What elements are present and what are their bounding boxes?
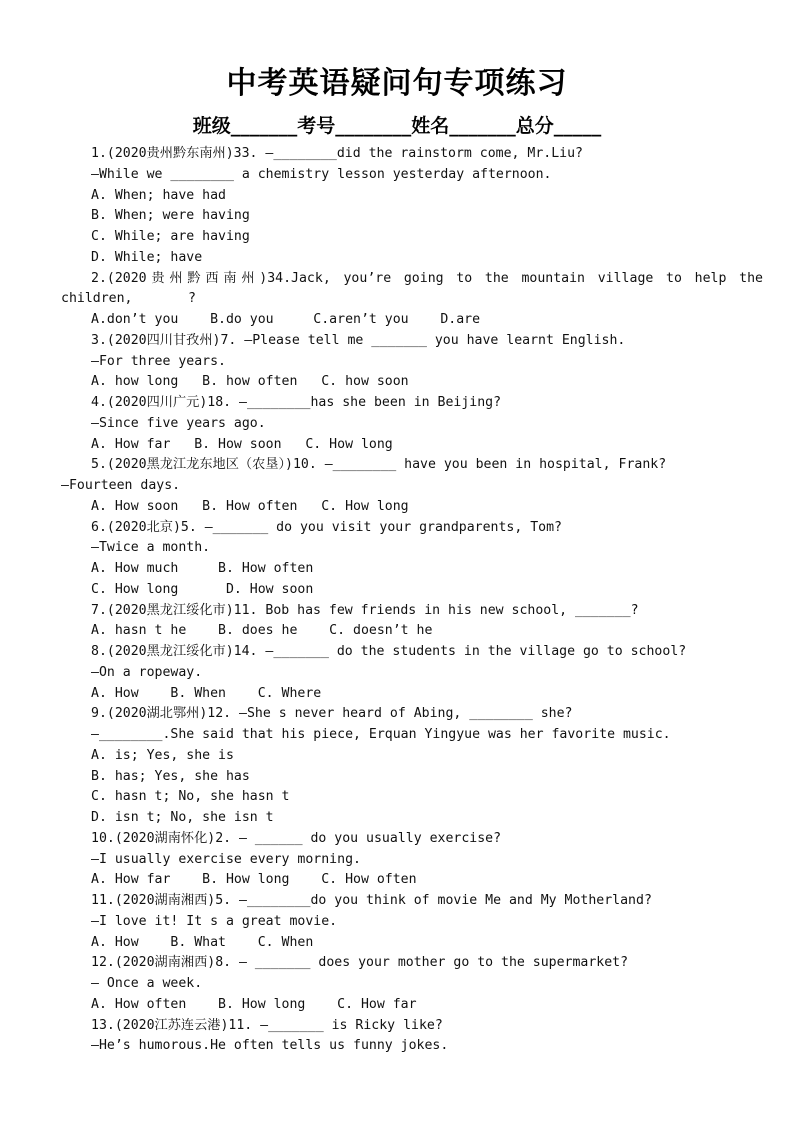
- q7-options: A. hasn t he B. does he C. doesn’t he: [91, 623, 433, 639]
- q5-answer-line: —Fourteen days.: [61, 478, 181, 493]
- q12-answer-line: — Once a week.: [91, 976, 203, 991]
- q9-answer-line: —________.She said that his piece, Erquan Yingyue was her favorite music.: [91, 727, 671, 742]
- student-info-line: 班级_______考号________姓名_______总分_____: [192, 115, 602, 137]
- q11-options: A. How B. What C. When: [91, 934, 314, 950]
- q3-answer-line: —For three years.: [91, 353, 226, 369]
- q9-option-d: D. isn t; No, she isn t: [91, 810, 274, 825]
- q7-stem: 7.(2020黑龙江绥化市)11. Bob has few friends in his new school, _______?: [91, 602, 639, 618]
- q5-options: A. How soon B. How often C. How long: [91, 498, 409, 514]
- q1-option-d: D. While; have: [91, 249, 203, 265]
- q10-stem: 10.(2020湖南怀化)2. — ______ do you usually exercise?: [91, 830, 502, 846]
- q6-stem: 6.(2020北京)5. —_______ do you visit your grandparents, Tom?: [91, 519, 562, 535]
- q1-option-c: C. While; are having: [91, 229, 250, 244]
- q8-answer-line: —On a ropeway.: [91, 664, 203, 680]
- q1-option-a: A. When; have had: [91, 187, 226, 203]
- question-list: [0, 144, 794, 1057]
- q13-stem: 13.(2020江苏连云港)11. —_______ is Ricky like?: [91, 1017, 443, 1033]
- q10-answer-line: —I usually exercise every morning.: [91, 851, 361, 867]
- page-title: 中考英语疑问句专项练习: [226, 66, 568, 101]
- q9-option-a: A. is; Yes, she is: [91, 747, 234, 763]
- q5-stem: 5.(2020黑龙江龙东地区（农垦）)10. —________ have you been in hospital, Frank?: [91, 457, 667, 473]
- q3-options: A. how long B. how often C. how soon: [91, 374, 409, 390]
- q8-stem: 8.(2020黑龙江绥化市)14. —_______ do the students in the village go to school?: [91, 644, 687, 659]
- q8-options: A. How B. When C. Where: [91, 685, 322, 701]
- q13-answer-line: —He’s humorous.He often tells us funny jokes.: [91, 1038, 449, 1054]
- q12-options: A. How often B. How long C. How far: [91, 996, 417, 1012]
- q1-answer-line: —While we ________ a chemistry lesson yesterday afternoon.: [91, 166, 552, 182]
- q6-answer-line: —Twice a month.: [91, 540, 211, 556]
- q1-option-b: B. When; were having: [91, 208, 250, 224]
- q10-options: A. How far B. How long C. How often: [91, 872, 417, 888]
- q9-stem: 9.(2020湖北鄂州)12. —She s never heard of Abing, ________ she?: [91, 706, 573, 722]
- q2-options: A.don’t you B.do you C.aren’t you D.are: [91, 312, 481, 327]
- q2-stem: 2.(2020贵州黔西南州)34.Jack, you’re going to the mountain village to help the: [91, 270, 763, 286]
- q9-option-c: C. hasn t; No, she hasn t: [91, 789, 290, 805]
- q3-stem: 3.(2020四川甘孜州)7. —Please tell me _______ you have learnt English.: [91, 332, 626, 348]
- q12-stem: 12.(2020湖南湘西)8. — _______ does your mother go to the supermarket?: [91, 955, 629, 971]
- q2-stem-cont: children, ?: [61, 291, 196, 307]
- q9-option-b: B. has; Yes, she has: [91, 768, 250, 784]
- q6-options-cd: C. How long D. How soon: [91, 581, 314, 597]
- q11-stem: 11.(2020湖南湘西)5. —________do you think of movie Me and My Motherland?: [91, 893, 652, 908]
- q4-options: A. How far B. How soon C. How long: [91, 436, 393, 452]
- q1-stem: 1.(2020贵州黔东南州)33. —________did the rainstorm come, Mr.Liu?: [91, 146, 583, 161]
- q4-answer-line: —Since five years ago.: [91, 415, 266, 431]
- q11-answer-line: —I love it! It s a great movie.: [91, 913, 338, 929]
- q6-options-ab: A. How much B. How often: [91, 561, 314, 576]
- q4-stem: 4.(2020四川广元)18. —________has she been in Beijing?: [91, 395, 502, 410]
